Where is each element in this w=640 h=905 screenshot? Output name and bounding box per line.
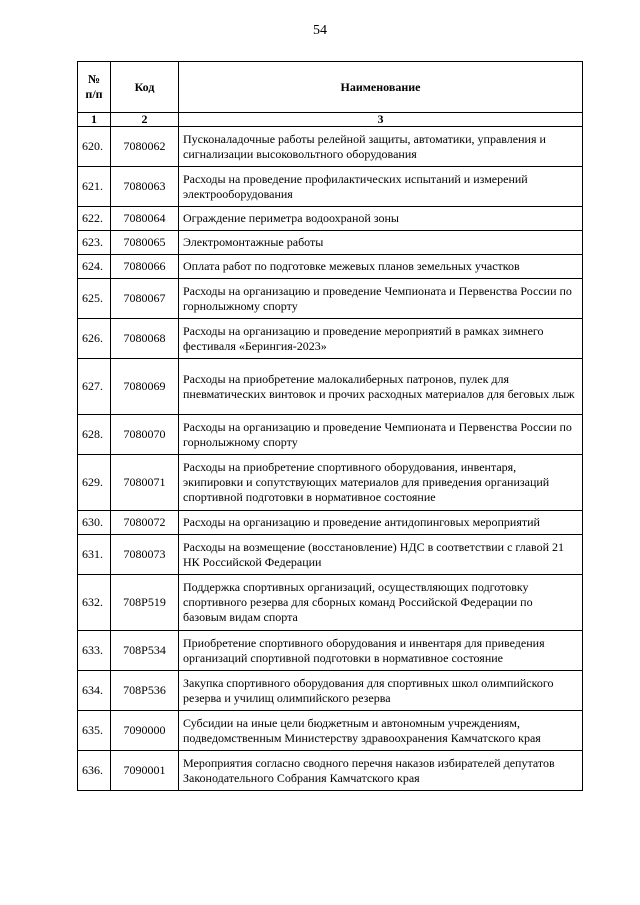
- row-code: 7090000: [111, 711, 179, 751]
- row-name: Расходы на приобретение спортивного оборудования, инвентаря, экипировки и сопутствующих материалов для приведения организаций спортивной подготовки в нормативное состояние: [179, 455, 583, 511]
- table-row: [78, 455, 583, 511]
- column-number-row: [78, 113, 583, 127]
- code-registry-table: [77, 61, 583, 791]
- row-code: 7080069: [111, 359, 179, 415]
- row-name: Электромонтажные работы: [179, 231, 583, 255]
- table-row: [78, 535, 583, 575]
- table-row: [78, 207, 583, 231]
- row-code: 7080062: [111, 127, 179, 167]
- row-name: Расходы на приобретение малокалиберных патронов, пулек для пневматических винтовок и прочих расходных материалов для беговых лыж: [179, 359, 583, 415]
- row-number: 621.: [78, 167, 111, 207]
- row-code: 7080068: [111, 319, 179, 359]
- table-row: [78, 127, 583, 167]
- table-row: [78, 575, 583, 631]
- row-code: 7080063: [111, 167, 179, 207]
- row-name: Субсидии на иные цели бюджетным и автономным учреждениям, подведомственным Министерству здравоохранения Камчатского края: [179, 711, 583, 751]
- table-row: [78, 751, 583, 791]
- column-number-1: 1: [78, 113, 111, 127]
- row-name: Приобретение спортивного оборудования и инвентаря для приведения организаций спортивной подготовки в нормативное состояние: [179, 631, 583, 671]
- row-number: 632.: [78, 575, 111, 631]
- row-name: Расходы на организацию и проведение мероприятий в рамках зимнего фестиваля «Берингия-2023»: [179, 319, 583, 359]
- row-code: 7080071: [111, 455, 179, 511]
- table-row: [78, 255, 583, 279]
- table-body: [78, 127, 583, 791]
- row-number: 625.: [78, 279, 111, 319]
- row-number: 630.: [78, 511, 111, 535]
- row-number: 633.: [78, 631, 111, 671]
- row-number: 622.: [78, 207, 111, 231]
- table-row: [78, 359, 583, 415]
- page-number: 54: [313, 23, 327, 38]
- table-row: [78, 511, 583, 535]
- row-number: 626.: [78, 319, 111, 359]
- header-name: Наименование: [179, 62, 583, 113]
- row-code: 7080070: [111, 415, 179, 455]
- table-row: [78, 711, 583, 751]
- table-row: [78, 319, 583, 359]
- row-code: 7080066: [111, 255, 179, 279]
- row-number: 629.: [78, 455, 111, 511]
- row-number: 634.: [78, 671, 111, 711]
- table-row: [78, 167, 583, 207]
- table-row: [78, 631, 583, 671]
- row-name: Пусконаладочные работы релейной защиты, автоматики, управления и сигнализации высоковольтного оборудования: [179, 127, 583, 167]
- row-name: Расходы на возмещение (восстановление) НДС в соответствии с главой 21 НК Российской Федерации: [179, 535, 583, 575]
- row-name: Расходы на организацию и проведение Чемпионата и Первенства России по горнолыжному спорту: [179, 415, 583, 455]
- table-header-row: [78, 62, 583, 113]
- column-number-3: 3: [179, 113, 583, 127]
- row-name: Поддержка спортивных организаций, осуществляющих подготовку спортивного резерва для сборных команд Российской Федерации по базовым видам спорта: [179, 575, 583, 631]
- row-code: 7080067: [111, 279, 179, 319]
- table-row: [78, 279, 583, 319]
- row-name: Расходы на организацию и проведение антидопинговых мероприятий: [179, 511, 583, 535]
- row-number: 628.: [78, 415, 111, 455]
- row-code: 708Р536: [111, 671, 179, 711]
- row-code: 7080065: [111, 231, 179, 255]
- header-num: № п/п: [78, 62, 111, 113]
- row-number: 635.: [78, 711, 111, 751]
- table-row: [78, 231, 583, 255]
- column-number-2: 2: [111, 113, 179, 127]
- row-code: 7080064: [111, 207, 179, 231]
- row-name: Ограждение периметра водоохраной зоны: [179, 207, 583, 231]
- row-number: 623.: [78, 231, 111, 255]
- row-number: 636.: [78, 751, 111, 791]
- table-row: [78, 671, 583, 711]
- table-row: [78, 415, 583, 455]
- row-code: 708Р534: [111, 631, 179, 671]
- row-number: 631.: [78, 535, 111, 575]
- row-number: 627.: [78, 359, 111, 415]
- row-code: 7080072: [111, 511, 179, 535]
- row-number: 624.: [78, 255, 111, 279]
- row-code: 7090001: [111, 751, 179, 791]
- row-code: 7080073: [111, 535, 179, 575]
- row-name: Мероприятия согласно сводного перечня наказов избирателей депутатов Законодательного Собрания Камчатского края: [179, 751, 583, 791]
- row-code: 708Р519: [111, 575, 179, 631]
- row-name: Закупка спортивного оборудования для спортивных школ олимпийского резерва и училищ олимпийского резерва: [179, 671, 583, 711]
- row-number: 620.: [78, 127, 111, 167]
- row-name: Расходы на организацию и проведение Чемпионата и Первенства России по горнолыжному спорту: [179, 279, 583, 319]
- row-name: Расходы на проведение профилактических испытаний и измерений электрооборудования: [179, 167, 583, 207]
- header-code: Код: [111, 62, 179, 113]
- row-name: Оплата работ по подготовке межевых планов земельных участков: [179, 255, 583, 279]
